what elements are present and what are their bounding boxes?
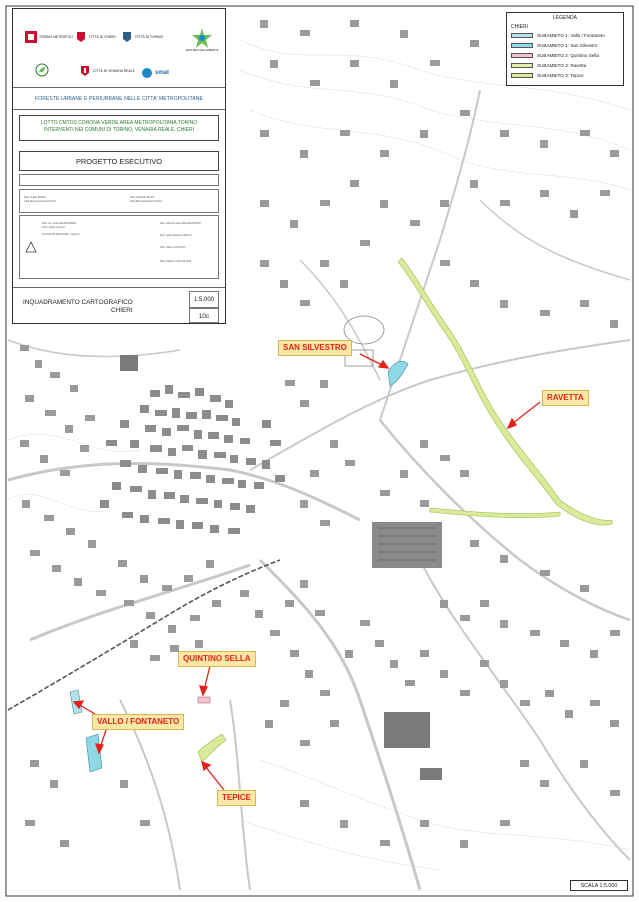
credit-left-name: Dott. Guido BOGO: [24, 196, 46, 199]
logo-area: [13, 9, 225, 87]
staff-4: Dott. Matteo CASTIGLIONI: [160, 260, 192, 263]
legend-swatch: [511, 43, 533, 48]
credit-mid-org: Città Metropolitana di Torino: [130, 200, 163, 203]
studio-logo-icon: [24, 240, 38, 254]
legend-swatch: [511, 53, 533, 58]
callout-vallo-fontaneto: VALLO / FONTANETO: [92, 714, 184, 730]
designer-2: Arch. Paolo GALLO: [42, 226, 65, 229]
drawing-title-text: INQUADRAMENTO CARTOGRAFICO: [23, 299, 133, 306]
approval-cell: [19, 189, 219, 213]
legend-label: SUBAMBITO 3: Tepice: [537, 73, 584, 78]
legend: [506, 12, 624, 86]
torino-metropoli-logo: TORINO METROPOLI: [25, 31, 73, 43]
legend-label: SUBAMBITO 1: San Silvestro: [537, 43, 598, 48]
scale-label: SCALA 1:5.000: [570, 880, 628, 891]
title-block: [12, 8, 226, 324]
drawing-place: CHIERI: [111, 307, 133, 314]
divider: [13, 87, 225, 88]
green-leaf-logo: [35, 63, 49, 77]
sheet-number: 10c: [189, 308, 219, 323]
staff-2: Dott. Gian Michele CIRULLI: [160, 234, 193, 237]
legend-swatch: [511, 63, 533, 68]
drawing-title: [23, 299, 183, 315]
drawing-scale: 1:5.000: [189, 291, 219, 308]
legend-item: [511, 62, 586, 69]
legend-group: CHIERI: [511, 24, 528, 30]
divider: [13, 109, 225, 110]
legend-label: SUBAMBITO 2: Quintino Sella: [537, 53, 599, 58]
venaria-reale-logo: CITTÀ DI VENARIA REALE: [79, 65, 135, 77]
legend-swatch: [511, 73, 533, 78]
credit-mid-name: Dott. Gabriele BOVO: [130, 196, 155, 199]
legend-item: [511, 32, 605, 39]
staff-3: Dott. Mauro ZUCCON: [160, 246, 186, 249]
legend-label: SUBAMBITO 3: Ravetta: [537, 63, 587, 68]
project-phase: PROGETTO ESECUTIVO: [19, 151, 219, 171]
designers-cell: [19, 215, 219, 279]
legend-swatch: [511, 33, 533, 38]
studio-name: STUDIO BLANCHARD - GALLO: [42, 233, 80, 236]
legend-item: [511, 52, 599, 59]
callout-san-silvestro: SAN SILVESTRO: [278, 340, 352, 356]
legend-title: LEGENDA: [553, 15, 577, 21]
revision-table: [19, 174, 219, 186]
callout-tepice: TEPICE: [217, 790, 256, 806]
callout-quintino-sella: QUINTINO SELLA: [178, 651, 256, 667]
credit-left-org: Città Metropolitana di Torino: [24, 200, 57, 203]
legend-label: SUBAMBITO 1: Vallo / Fontaneto: [537, 33, 605, 38]
legend-item: [511, 72, 584, 79]
divider: [13, 287, 225, 288]
designer-1: Dott. for. Guido BLANCHARD: [42, 222, 77, 225]
project-subtitle: [19, 115, 219, 141]
citta-di-chieri-logo: CITTÀ DI CHIERI: [75, 31, 116, 43]
subtitle-line-1: LOTTO CMTOS CORONA VERDE AREA METROPOLITANA TORINO: [40, 120, 198, 126]
ministero-ambiente-logo: MINISTERO DELL'AMBIENTE: [183, 27, 221, 53]
legend-item: [511, 42, 597, 49]
area-quintino-sella: [198, 697, 210, 703]
project-banner: FORESTE URBANE E PERIURBANE NELLE CITTA' METROPOLITANE: [35, 96, 203, 102]
subtitle-line-2: INTERVENTI NEI COMUNI DI TORINO, VENARIA REALE, CHIERI: [43, 127, 195, 133]
citta-di-torino-logo: CITTÀ DI TORINO: [121, 31, 163, 43]
smat-logo: smat: [141, 67, 169, 79]
callout-ravetta: RAVETTA: [542, 390, 589, 406]
staff-1: Dott. Elvio Ernesto DE MAGISTRIS: [160, 222, 201, 225]
